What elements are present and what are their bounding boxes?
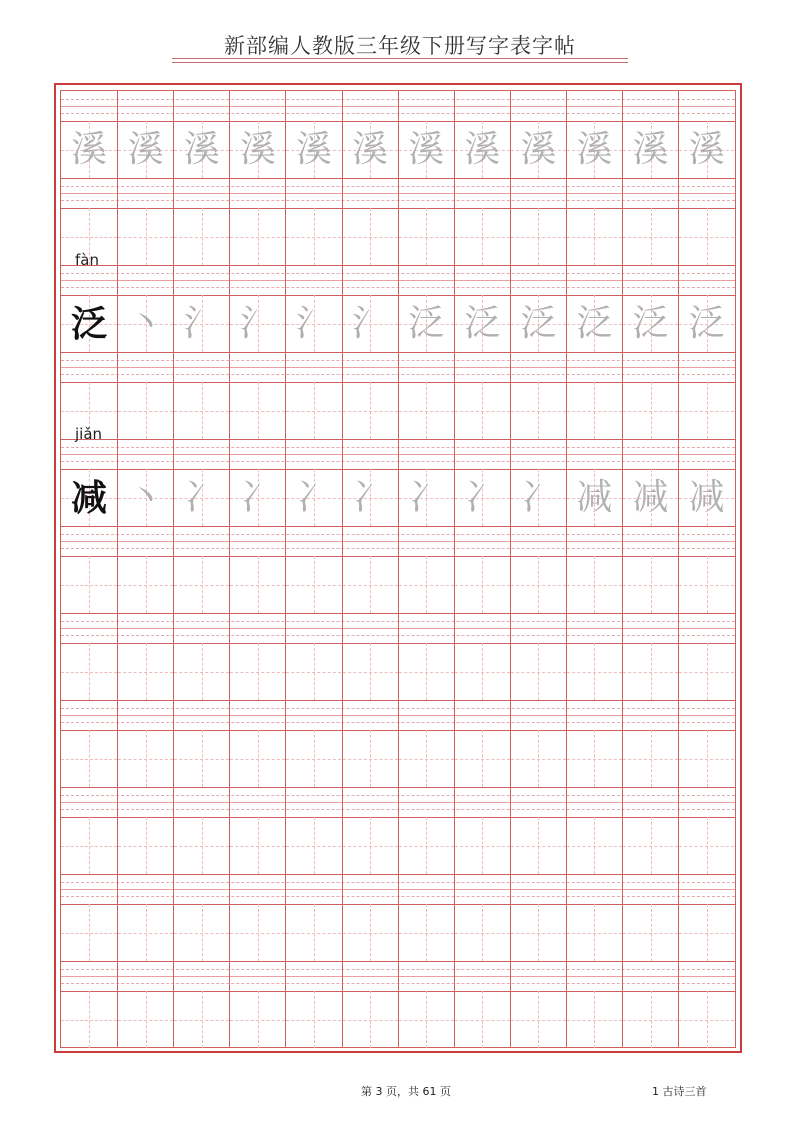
writing-cell[interactable] xyxy=(229,469,285,526)
writing-cell[interactable] xyxy=(173,991,229,1048)
writing-cell[interactable] xyxy=(566,817,622,874)
writing-cell[interactable] xyxy=(510,730,566,787)
writing-cell[interactable] xyxy=(229,730,285,787)
writing-cell[interactable] xyxy=(61,991,117,1048)
writing-cell[interactable] xyxy=(622,121,678,178)
writing-cell[interactable] xyxy=(454,208,510,265)
writing-cell[interactable] xyxy=(173,556,229,613)
trace-character: 冫 xyxy=(239,476,276,518)
writing-cell[interactable] xyxy=(285,904,341,961)
writing-cell[interactable] xyxy=(342,295,398,352)
writing-cell[interactable] xyxy=(229,295,285,352)
writing-cell[interactable] xyxy=(61,121,117,178)
writing-cell[interactable] xyxy=(61,817,117,874)
trace-character: 冫 xyxy=(295,476,332,518)
writing-cell[interactable] xyxy=(622,643,678,700)
trace-character: 冫 xyxy=(464,476,501,518)
trace-character: 溪 xyxy=(464,128,501,170)
trace-character: 泛 xyxy=(576,302,613,344)
trace-character: 泛 xyxy=(688,302,725,344)
writing-grid xyxy=(60,90,736,1048)
trace-character: 氵 xyxy=(352,302,389,344)
writing-cell[interactable] xyxy=(510,643,566,700)
writing-cell[interactable] xyxy=(117,817,173,874)
trace-character: 氵 xyxy=(295,302,332,344)
writing-cell[interactable] xyxy=(454,730,510,787)
writing-cell[interactable] xyxy=(61,469,117,526)
trace-character: 泛 xyxy=(408,302,445,344)
writing-cell[interactable] xyxy=(285,556,341,613)
writing-cell[interactable] xyxy=(117,556,173,613)
writing-cell[interactable] xyxy=(398,904,454,961)
trace-character: 泛 xyxy=(632,302,669,344)
trace-character: 溪 xyxy=(239,128,276,170)
trace-character: 溪 xyxy=(295,128,332,170)
page-title: 新部编人教版三年级下册写字表字帖 xyxy=(224,34,576,58)
writing-cell[interactable] xyxy=(342,469,398,526)
writing-cell[interactable] xyxy=(285,121,341,178)
writing-cell[interactable] xyxy=(342,904,398,961)
trace-character: 减 xyxy=(576,476,613,518)
section-label: 1 古诗三首 xyxy=(652,1085,707,1098)
trace-character: 冫 xyxy=(408,476,445,518)
writing-cell[interactable] xyxy=(61,904,117,961)
writing-cell[interactable] xyxy=(622,295,678,352)
writing-cell[interactable] xyxy=(398,382,454,439)
practice-row xyxy=(61,425,735,526)
writing-cell[interactable] xyxy=(285,208,341,265)
writing-cell[interactable] xyxy=(566,991,622,1048)
writing-cell[interactable] xyxy=(678,904,734,961)
practice-row xyxy=(61,526,735,613)
practice-row xyxy=(61,91,735,178)
writing-cell[interactable] xyxy=(117,730,173,787)
writing-cell[interactable] xyxy=(622,991,678,1048)
writing-cell[interactable] xyxy=(678,643,734,700)
writing-cell[interactable] xyxy=(229,643,285,700)
writing-cell[interactable] xyxy=(398,556,454,613)
practice-row xyxy=(61,178,735,265)
practice-row xyxy=(61,352,735,439)
trace-character: 减 xyxy=(688,476,725,518)
writing-cell[interactable] xyxy=(510,556,566,613)
writing-cell[interactable] xyxy=(510,208,566,265)
trace-character: 氵 xyxy=(239,302,276,344)
practice-row xyxy=(61,874,735,961)
writing-cell[interactable] xyxy=(454,469,510,526)
writing-cell[interactable] xyxy=(398,208,454,265)
writing-cell[interactable] xyxy=(173,121,229,178)
writing-cell[interactable] xyxy=(510,817,566,874)
writing-cell[interactable] xyxy=(117,208,173,265)
writing-cell[interactable] xyxy=(173,469,229,526)
writing-cell[interactable] xyxy=(285,991,341,1048)
pinyin-label: jiǎn xyxy=(75,425,103,443)
pinyin-label: fàn xyxy=(75,251,99,269)
practice-row xyxy=(61,613,735,700)
writing-cell[interactable] xyxy=(566,904,622,961)
writing-cell[interactable] xyxy=(117,121,173,178)
practice-row xyxy=(61,700,735,787)
writing-cell[interactable] xyxy=(117,991,173,1048)
practice-row xyxy=(61,787,735,874)
writing-cell[interactable] xyxy=(454,295,510,352)
writing-cell[interactable] xyxy=(454,643,510,700)
trace-character: 溪 xyxy=(632,128,669,170)
writing-cell[interactable] xyxy=(566,730,622,787)
writing-cell[interactable] xyxy=(678,991,734,1048)
model-character: 泛 xyxy=(71,302,108,345)
writing-cell[interactable] xyxy=(454,121,510,178)
writing-cell[interactable] xyxy=(566,121,622,178)
trace-character: 冫 xyxy=(352,476,389,518)
writing-cell[interactable] xyxy=(342,382,398,439)
writing-cell[interactable] xyxy=(173,904,229,961)
writing-cell[interactable] xyxy=(285,643,341,700)
writing-cell[interactable] xyxy=(342,730,398,787)
trace-character: 冫 xyxy=(520,476,557,518)
writing-cell[interactable] xyxy=(510,121,566,178)
trace-character: 泛 xyxy=(464,302,501,344)
writing-cell[interactable] xyxy=(342,556,398,613)
page-number: 第 3 页，共 61 页 xyxy=(361,1085,451,1098)
trace-character: 丶 xyxy=(127,302,164,344)
trace-character: 溪 xyxy=(127,128,164,170)
writing-cell[interactable] xyxy=(398,295,454,352)
writing-cell[interactable] xyxy=(229,208,285,265)
trace-character: 泛 xyxy=(520,302,557,344)
trace-character: 溪 xyxy=(71,128,108,170)
writing-cell[interactable] xyxy=(117,643,173,700)
trace-character: 减 xyxy=(632,476,669,518)
practice-row xyxy=(61,961,735,1048)
trace-character: 溪 xyxy=(520,128,557,170)
writing-cell[interactable] xyxy=(454,817,510,874)
writing-cell[interactable] xyxy=(342,991,398,1048)
writing-cell[interactable] xyxy=(510,904,566,961)
writing-cell[interactable] xyxy=(173,730,229,787)
writing-cell[interactable] xyxy=(678,817,734,874)
writing-cell[interactable] xyxy=(398,991,454,1048)
writing-cell[interactable] xyxy=(61,730,117,787)
trace-character: 丶 xyxy=(127,476,164,518)
writing-cell[interactable] xyxy=(398,730,454,787)
trace-character: 溪 xyxy=(352,128,389,170)
writing-cell[interactable] xyxy=(117,295,173,352)
writing-cell[interactable] xyxy=(678,295,734,352)
writing-cell[interactable] xyxy=(510,295,566,352)
writing-cell[interactable] xyxy=(510,991,566,1048)
writing-cell[interactable] xyxy=(566,556,622,613)
writing-cell[interactable] xyxy=(454,991,510,1048)
writing-cell[interactable] xyxy=(61,295,117,352)
writing-cell[interactable] xyxy=(622,730,678,787)
writing-cell[interactable] xyxy=(229,382,285,439)
writing-cell[interactable] xyxy=(285,817,341,874)
writing-cell[interactable] xyxy=(229,904,285,961)
writing-cell[interactable] xyxy=(566,469,622,526)
writing-cell[interactable] xyxy=(454,382,510,439)
writing-cell[interactable] xyxy=(398,121,454,178)
writing-cell[interactable] xyxy=(342,208,398,265)
writing-cell[interactable] xyxy=(61,643,117,700)
writing-cell[interactable] xyxy=(173,817,229,874)
title-rule-bottom xyxy=(172,62,628,63)
writing-cell[interactable] xyxy=(173,208,229,265)
writing-cell[interactable] xyxy=(566,295,622,352)
writing-cell[interactable] xyxy=(342,643,398,700)
writing-cell[interactable] xyxy=(454,904,510,961)
writing-cell[interactable] xyxy=(622,817,678,874)
trace-character: 冫 xyxy=(183,476,220,518)
writing-cell[interactable] xyxy=(566,382,622,439)
trace-character: 溪 xyxy=(576,128,613,170)
writing-cell[interactable] xyxy=(285,730,341,787)
writing-cell[interactable] xyxy=(510,382,566,439)
writing-cell[interactable] xyxy=(510,469,566,526)
writing-cell[interactable] xyxy=(678,121,734,178)
writing-cell[interactable] xyxy=(173,295,229,352)
writing-cell[interactable] xyxy=(678,382,734,439)
trace-character: 溪 xyxy=(688,128,725,170)
writing-cell[interactable] xyxy=(229,817,285,874)
writing-cell[interactable] xyxy=(398,469,454,526)
writing-cell[interactable] xyxy=(566,208,622,265)
writing-cell[interactable] xyxy=(342,121,398,178)
writing-cell[interactable] xyxy=(678,730,734,787)
writing-cell[interactable] xyxy=(566,643,622,700)
practice-row xyxy=(61,251,735,352)
title-rule-top xyxy=(172,58,628,59)
writing-cell[interactable] xyxy=(117,469,173,526)
writing-cell[interactable] xyxy=(398,817,454,874)
writing-cell[interactable] xyxy=(173,382,229,439)
trace-character: 氵 xyxy=(183,302,220,344)
trace-character: 溪 xyxy=(183,128,220,170)
writing-cell[interactable] xyxy=(622,208,678,265)
writing-cell[interactable] xyxy=(285,382,341,439)
writing-cell[interactable] xyxy=(678,556,734,613)
writing-cell[interactable] xyxy=(622,469,678,526)
writing-cell[interactable] xyxy=(285,295,341,352)
writing-cell[interactable] xyxy=(622,556,678,613)
trace-character: 溪 xyxy=(408,128,445,170)
writing-cell[interactable] xyxy=(229,991,285,1048)
model-character: 减 xyxy=(71,476,108,519)
writing-cell[interactable] xyxy=(229,556,285,613)
writing-cell[interactable] xyxy=(342,817,398,874)
writing-cell[interactable] xyxy=(61,556,117,613)
writing-cell[interactable] xyxy=(117,904,173,961)
writing-cell[interactable] xyxy=(285,469,341,526)
writing-cell[interactable] xyxy=(678,208,734,265)
writing-cell[interactable] xyxy=(678,469,734,526)
writing-cell[interactable] xyxy=(622,382,678,439)
writing-cell[interactable] xyxy=(173,643,229,700)
writing-cell[interactable] xyxy=(622,904,678,961)
writing-cell[interactable] xyxy=(117,382,173,439)
writing-cell[interactable] xyxy=(398,643,454,700)
writing-cell[interactable] xyxy=(229,121,285,178)
writing-cell[interactable] xyxy=(454,556,510,613)
